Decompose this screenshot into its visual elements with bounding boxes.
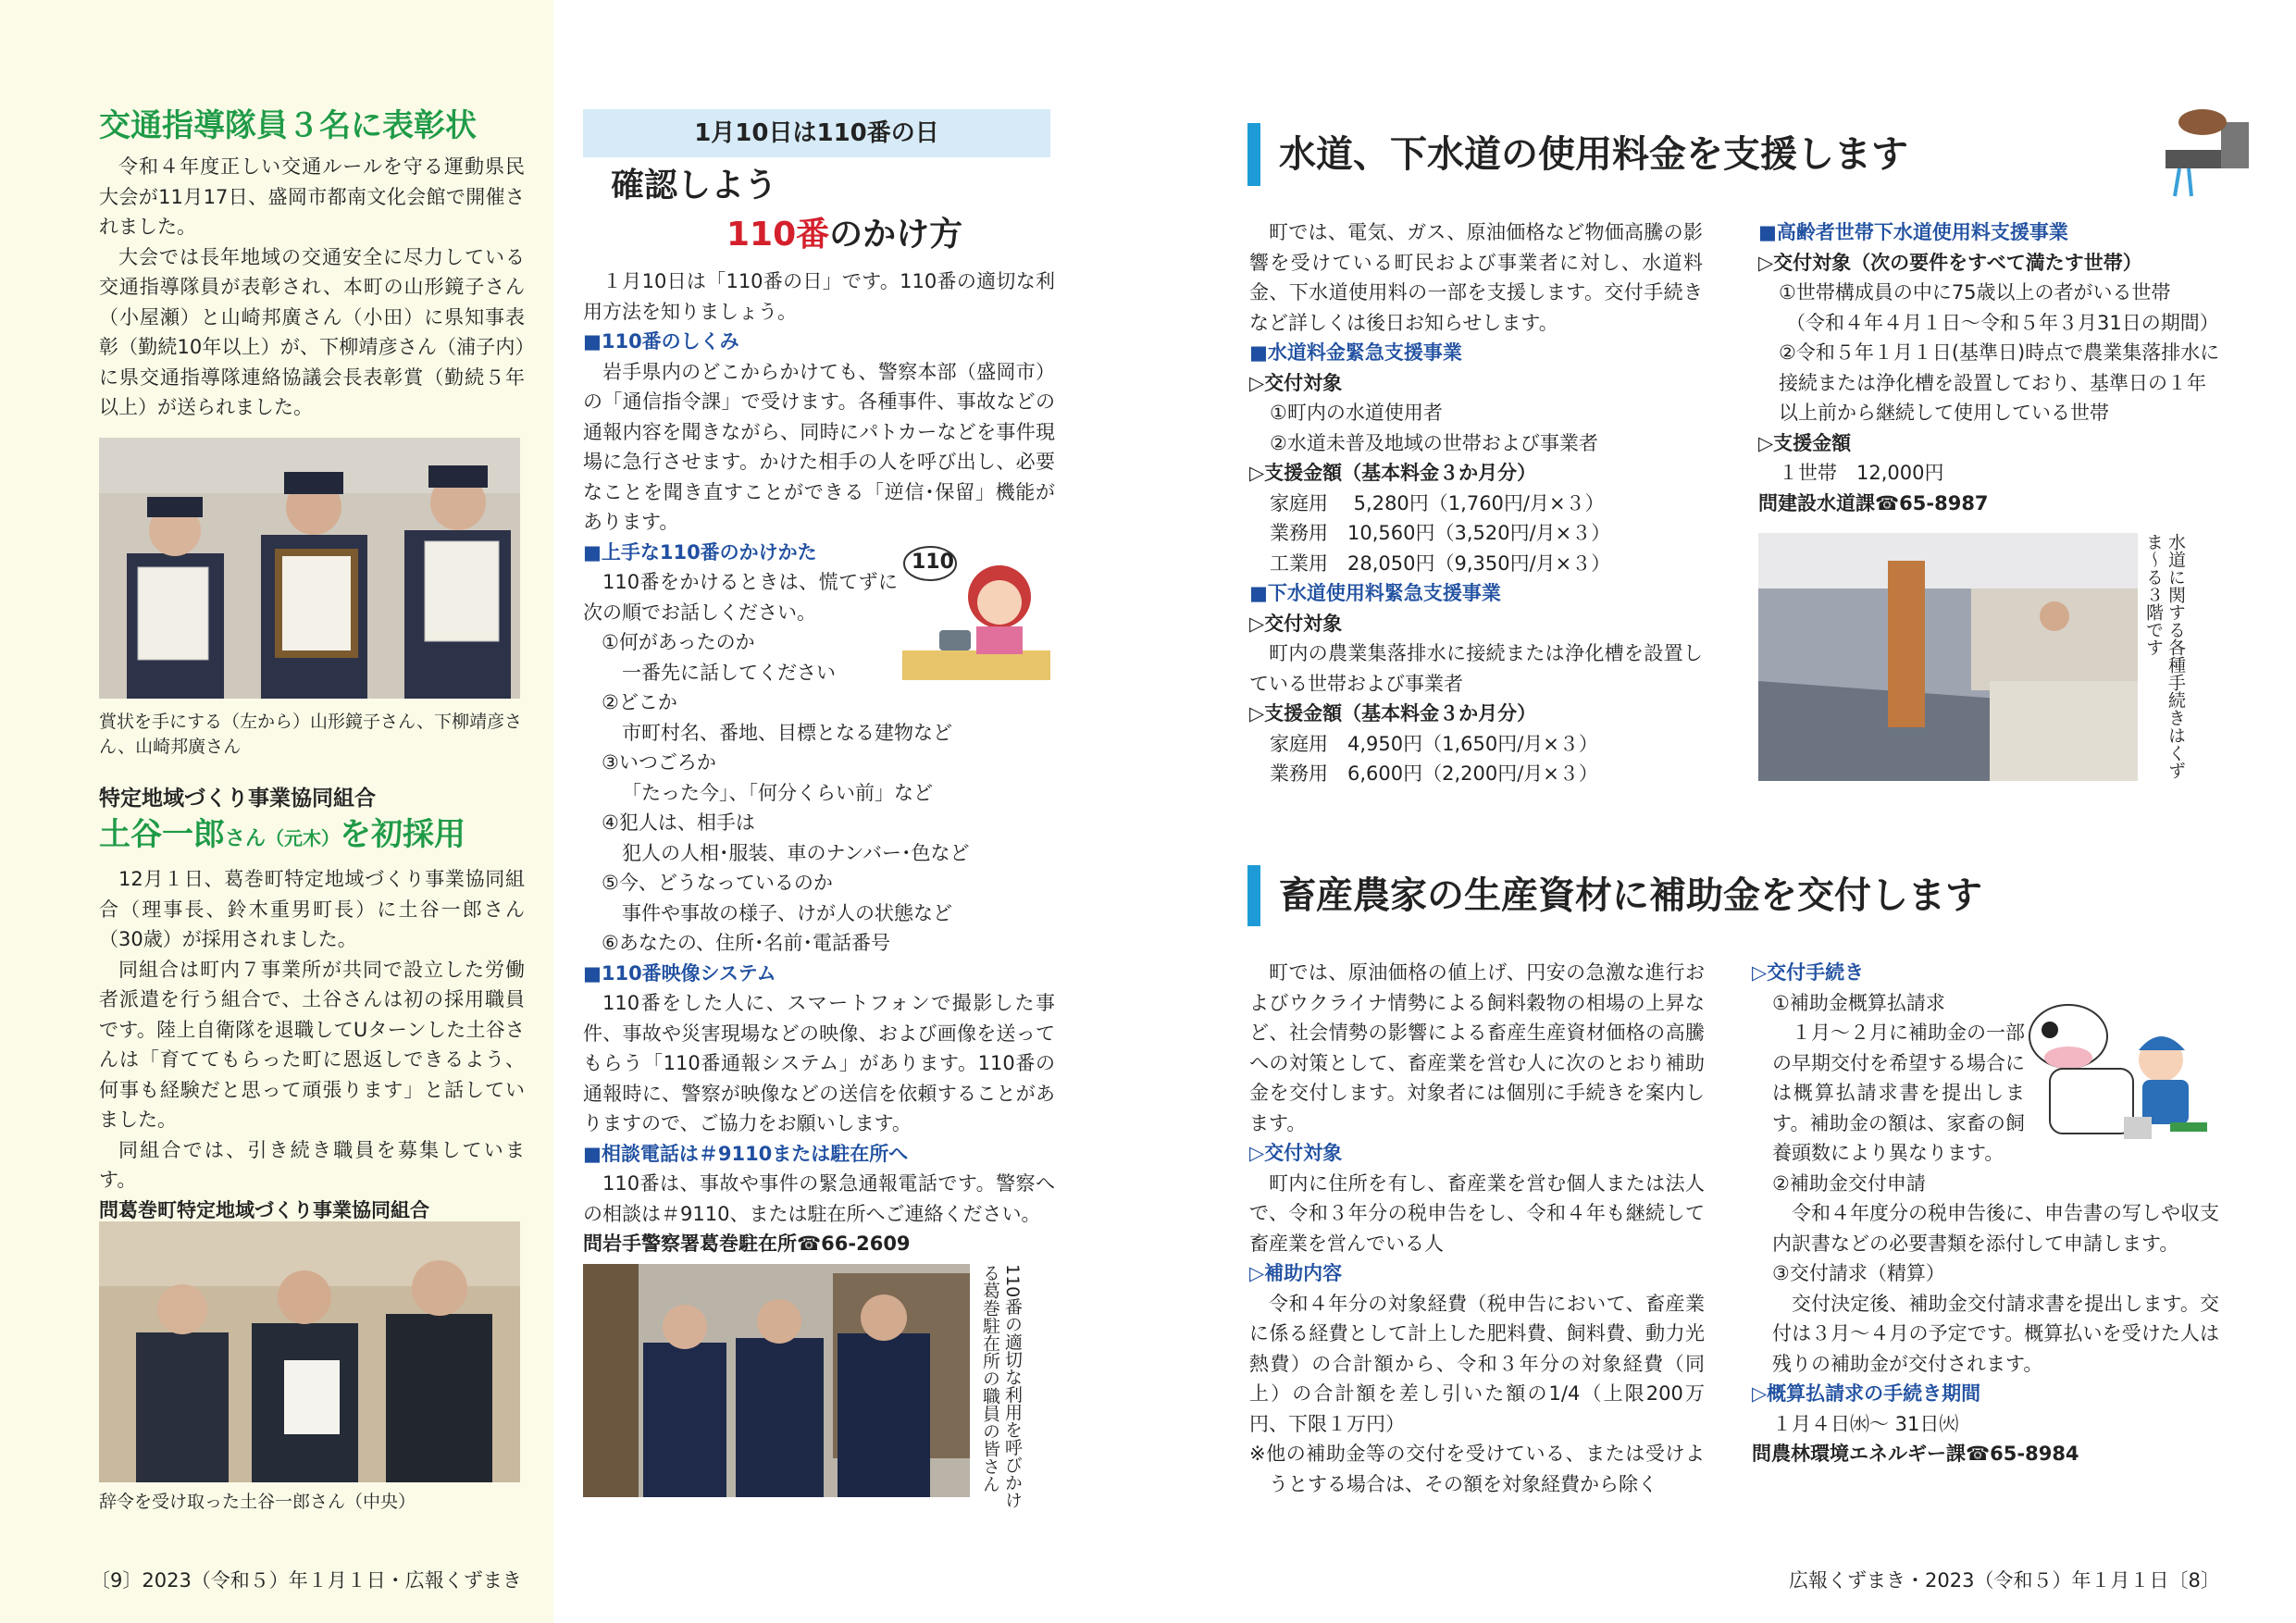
- title-place: （元木）: [266, 827, 341, 849]
- rate-row: 家庭用 5,280円（1,760円/月×３）: [1270, 491, 1605, 514]
- paragraph: 町内の農業集落排水に接続または浄化槽を設置している世帯および事業者: [1249, 642, 1703, 695]
- paragraph: 交付決定後、補助金交付請求書を提出します。交付は３月～４月の予定です。概算払いを受けた人は残りの補助金が交付されます。: [1772, 1292, 2219, 1375]
- photo-caption-vertical: 110番の適切な利用を呼びかける葛巻駐在所の職員の皆さん: [980, 1264, 1023, 1509]
- paragraph: 110番をかけるときは、慌てずに次の順でお話しください。: [583, 571, 898, 624]
- paragraph: 同組合は町内７事業所が共同で設立した労働者派遣を行う組合で、土谷さんは初の採用職員です。陸上自衛隊を退職してUターンした土谷さんは「育ててもらった町に恩返しできるよう、何事も経験だと思って頑張ります」と話していました。: [99, 958, 525, 1131]
- feature-title-line1: 確認しよう: [611, 167, 778, 204]
- list-item: ⑤今、どうなっているのか: [602, 872, 833, 894]
- rate-row: 業務用 10,560円（3,520円/月×３）: [1270, 522, 1611, 544]
- cow-farmer-illustration: [2022, 995, 2216, 1152]
- title-name: 土谷一郎: [99, 816, 225, 853]
- sub-heading: ▷交付対象: [1249, 371, 1343, 394]
- article-new-hire: [99, 784, 525, 1256]
- phone-caller-illustration: [902, 541, 1050, 680]
- list-item: ④犯人は、相手は: [602, 812, 755, 834]
- paragraph: 12月１日、葛巻町特定地域づくり事業協同組合（理事長、鈴木重男町長）に土谷一郎さん（30歳）が採用されました。: [99, 868, 525, 950]
- paragraph: 町内に住所を有し、畜産業を営む個人または法人で、令和３年分の税申告をし、令和４年も継続して畜産業を営んでいる人: [1249, 1171, 1705, 1255]
- faucet-illustration: [2128, 104, 2267, 205]
- list-item: 市町村名、番地、目標となる建物など: [622, 721, 952, 744]
- list-item: ②令和５年１月１日(基準日)時点で農業集落排水に接続または浄化槽を設置しており、基準日の１年以上前から継続して使用している世帯: [1779, 341, 2220, 424]
- list-item: ②どこか: [602, 691, 677, 713]
- article-traffic-award: [99, 104, 525, 423]
- list-item: 「たった今」、「何分くらい前」など: [622, 781, 933, 804]
- list-item: ③いつごろか: [602, 751, 716, 774]
- page-footer-left: 〔9〕2023（令和５）年１月１日・広報くずまき: [91, 1569, 522, 1592]
- section-heading: ▷概算払請求の手続き期間: [1752, 1382, 1981, 1405]
- contact-info: 問農林環境エネルギー課☎65-8984: [1752, 1443, 2079, 1465]
- paragraph: 令和４年分の対象経費（税申告において、畜産業に係る経費として計上した肥料費、飼料費、動力光熱費）の合計額から、令和３年分の対象経費（同上）の合計額を差し引いた額の1/4（上限200万円、下限１万円）: [1249, 1292, 1705, 1435]
- section-heading: ■上手な110番のかけかた: [583, 540, 817, 564]
- heading-accent-bar: [1247, 865, 1260, 926]
- rate-row: １世帯 12,000円: [1779, 462, 1944, 484]
- list-item: 事件や事故の様子、けが人の状態など: [622, 901, 952, 924]
- photo-caption-vertical: 水道に関する各種手続きはくずま～る３階です: [2143, 533, 2186, 779]
- list-item: ⑥あなたの、住所･名前･電話番号: [602, 932, 890, 954]
- rate-row: 家庭用 4,950円（1,650円/月×３）: [1270, 732, 1598, 755]
- paragraph: 町では、原油価格の値上げ、円安の急激な進行およびウクライナ情勢による飼料穀物の相場の上昇など、社会情勢の影響による畜産生産資材価格の高騰への対策として、畜産業を営む人に次のとおり補助金を交付します。対象者には個別に手続きを案内します。: [1249, 961, 1705, 1134]
- list-item: ①補助金概算払請求: [1772, 991, 1945, 1014]
- section-heading: ■110番映像システム: [583, 961, 776, 985]
- contact-info: 問岩手警察署葛巻駐在所☎66-2609: [583, 1233, 911, 1255]
- rate-row: 業務用 6,600円（2,200円/月×３）: [1270, 762, 1598, 785]
- list-item: ②補助金交付申請: [1772, 1171, 1926, 1195]
- water-support-col2: [1758, 217, 2221, 518]
- title-highlight: 110番: [726, 216, 830, 254]
- sub-heading: ▷支援金額（基本料金３か月分）: [1249, 702, 1537, 725]
- title-honorific: さん: [225, 827, 267, 850]
- title-rest: のかけ方: [829, 216, 963, 254]
- list-item: 犯人の人相･服装、車のナンバー･色など: [622, 841, 970, 864]
- list-item: ③交付請求（精算）: [1772, 1262, 1945, 1284]
- article-title-livestock: 畜産農家の生産資材に補助金を交付します: [1279, 874, 1982, 917]
- article-kicker: 特定地域づくり事業協同組合: [99, 787, 376, 811]
- photo-office-interior: [1758, 533, 2138, 781]
- page-footer-right: 広報くずまき・2023（令和５）年１月１日〔8〕: [1789, 1569, 2220, 1592]
- list-item-note: （令和４年４月１日～令和５年３月31日の期間）: [1786, 311, 2219, 334]
- paragraph: １月～２月に補助金の一部の早期交付を希望する場合には概算払請求書を提出します。補助金の額は、家畜の飼養頭数により異なります。: [1772, 1022, 2025, 1164]
- section-heading: ■水道料金緊急支援事業: [1249, 341, 1462, 364]
- banner-110-day: 1月10日は110番の日: [583, 109, 1050, 157]
- section-heading: ■相談電話は＃9110または駐在所へ: [583, 1142, 909, 1165]
- paragraph: 町では、電気、ガス、原油価格など物価高騰の影響を受けている町民および事業者に対し、水道料金、下水道使用料の一部を支援します。交付手続きなど詳しくは後日お知らせします。: [1249, 221, 1703, 334]
- paragraph: 110番をした人に、スマートフォンで撮影した事件、事故や災害現場などの映像、および画像を送ってもらう「110番通報システム」があります。110番の通報時に、警察が映像などの送信を依頼することがありますので、ご協力をお願いします。: [583, 992, 1055, 1134]
- paragraph: 令和４年度分の税申告後に、申告書の写しや収支内訳書などの必要書類を添付して申請します。: [1772, 1202, 2219, 1255]
- list-item: 一番先に話してください: [622, 661, 836, 684]
- paragraph: 岩手県内のどこからかけても、警察本部（盛岡市）の「通信指令課」で受けます。各種事件、事故などの通報内容を聞きながら、同時にパトカーなどを事件現場に急行させます。かけた相手の人を呼び出し、必要なことを聞き直すことができる「逆信･保留」機能があります。: [583, 360, 1055, 533]
- section-heading: ▷交付対象: [1249, 1142, 1343, 1164]
- heading-accent-bar: [1247, 123, 1260, 186]
- article-title: 交通指導隊員３名に表彰状: [99, 107, 477, 144]
- rate-row: 工業用 28,050円（9,350円/月×３）: [1270, 551, 1611, 575]
- photo-caption: 辞令を受け取った土谷一郎さん（中央）: [99, 1492, 416, 1512]
- paragraph: 令和４年度正しい交通ルールを守る運動県民大会が11月17日、盛岡市都南文化会館で開催されました。: [99, 155, 525, 238]
- section-heading: ■110番のしくみ: [583, 330, 739, 353]
- sub-heading: ▷交付対象: [1249, 612, 1343, 635]
- paragraph: 110番は、事故や事件の緊急通報電話です。警察への相談は＃9110、または駐在所へご連絡ください。: [583, 1172, 1055, 1225]
- list-item: ②水道未普及地域の世帯および事業者: [1270, 431, 1598, 454]
- article-title-water: 水道、下水道の使用料金を支援します: [1279, 133, 1908, 176]
- sub-heading: ▷支援金額: [1758, 431, 1852, 454]
- photo-caption: 賞状を手にする（左から）山形鏡子さん、下柳靖彦さん、山崎邦廣さん: [99, 712, 523, 757]
- section-heading: ■高齢者世帯下水道使用料支援事業: [1758, 221, 2068, 243]
- paragraph: 同組合では、引き続き職員を募集しています。: [99, 1138, 525, 1191]
- feature-body: [583, 266, 1055, 1259]
- list-item: ①町内の水道使用者: [1270, 402, 1443, 424]
- sub-heading: ▷交付対象（次の要件をすべて満たす世帯）: [1758, 251, 2142, 274]
- date-range: １月４日㈬～ 31日㈫: [1772, 1412, 1959, 1435]
- sub-heading: ▷支援金額（基本料金３か月分）: [1249, 462, 1537, 484]
- section-heading: ■下水道使用料緊急支援事業: [1249, 582, 1501, 604]
- photo-new-hire: [99, 1221, 520, 1482]
- note: ※他の補助金等の交付を受けている、または受けようとする場合は、その額を対象経費から除く: [1249, 1443, 1705, 1495]
- photo-award-recipients: [99, 438, 520, 699]
- article-title: [99, 813, 525, 861]
- speech-bubble-text: 110: [912, 551, 954, 574]
- paragraph: １月10日は「110番の日」です。110番の適切な利用方法を知りましょう。: [583, 270, 1055, 323]
- photo-police-officers: [583, 1264, 970, 1497]
- title-tail: を初採用: [340, 816, 466, 853]
- feature-title-line2: [726, 213, 962, 257]
- section-heading: ▷交付手続き: [1752, 961, 1865, 984]
- contact-info: 問葛巻町特定地域づくり事業協同組合: [99, 1198, 429, 1221]
- livestock-col1: [1249, 958, 1705, 1499]
- section-heading: ▷補助内容: [1249, 1262, 1343, 1284]
- water-support-col1: [1249, 217, 1703, 789]
- list-item: ①世帯構成員の中に75歳以上の者がいる世帯: [1779, 281, 2171, 304]
- contact-info: 問建設水道課☎65-8987: [1758, 491, 1989, 514]
- paragraph: 大会では長年地域の交通安全に尽力している交通指導隊員が表彰され、本町の山形鏡子さん（小屋瀬）と山崎邦廣さん（小田）に県知事表彰（勤続10年以上）が、下柳靖彦さん（浦子内）に県交通指導隊連絡協議会長表彰賞（勤続５年以上）が送られました。: [99, 245, 525, 418]
- list-item: ①何があったのか: [602, 631, 755, 653]
